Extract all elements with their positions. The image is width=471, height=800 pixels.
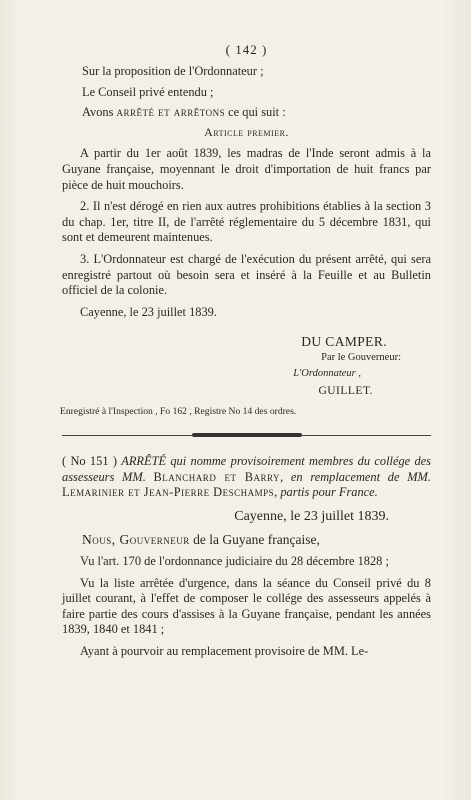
decree-title-3: , partis pour France. xyxy=(274,485,378,500)
intro-line-3-smallcaps: arrêté et arrêtons xyxy=(116,105,226,120)
paragraph-1: A partir du 1er août 1839, les madras de l'Inde seront admis à la Guyane française, moyennant le droit d'importation de huit francs par pièce de huit mouchoirs. xyxy=(62,146,431,192)
signature-guillet: GUILLET. xyxy=(318,384,373,397)
page-number: ( 142 ) xyxy=(225,42,268,57)
nous-rest: de la Guyane française, xyxy=(189,532,320,548)
intro-line-1: Sur la proposition de l'Ordonnateur ; xyxy=(82,64,264,78)
vu-paragraph-1: Vu l'art. 170 de l'ordonnance judiciaire du 28 décembre 1828 ; xyxy=(80,554,389,569)
decree-number: ( No 151 ) xyxy=(62,454,122,469)
decree-date: Cayenne, le 23 juillet 1839. xyxy=(234,508,389,524)
intro-line-3-post: ce qui suit : xyxy=(225,105,286,120)
registration-note: Enregistré à l'Inspection , Fo 162 , Registre No 14 des ordres. xyxy=(60,405,297,417)
signature-ordonnateur: L'Ordonnateur , xyxy=(293,367,361,379)
paragraph-2: 2. Il n'est dérogé en rien aux autres prohibitions établies à la section 3 du chap. 1er, titre II, de l'arrêté réglementaire du 5 décembre 1831, qui sont et demeurent maintenues. xyxy=(62,199,431,245)
intro-line-3-pre: Avons xyxy=(82,105,117,120)
paragraph-date: Cayenne, le 23 juillet 1839. xyxy=(80,304,217,319)
article-title: Article premier. xyxy=(204,124,289,139)
signature-par: Par le Gouverneur: xyxy=(321,351,401,363)
nous-line xyxy=(82,532,431,548)
decree-names-1: Blanchard et Barry xyxy=(153,469,281,484)
paragraph-3: 3. L'Ordonnateur est chargé de l'exécution du présent arrêté, qui sera enregistré partout où besoin sera et inséré à la Feuille et au Bulletin officiel de la colonie. xyxy=(62,251,431,298)
decree-title-2: , en remplacement de MM. xyxy=(280,469,431,484)
section-divider xyxy=(62,431,431,440)
intro-line-3 xyxy=(82,105,431,121)
intro-line-2: Le Conseil privé entendu ; xyxy=(82,84,214,99)
vu-paragraph-3: Ayant à pourvoir au remplacement provisoire de MM. Le- xyxy=(80,644,369,659)
nous-smallcaps: Nous, Gouverneur xyxy=(82,532,190,548)
vu-paragraph-2: Vu la liste arrêtée d'urgence, dans la séance du Conseil privé du 8 juillet courant, à l'effet de composer le collége des assesseurs appelés à faire partie des cours d'assises à la Guyane française, pendant les années 1839, 1840 et 1841 ; xyxy=(62,575,431,637)
signature-name: DU CAMPER. xyxy=(301,334,387,350)
decree-heading xyxy=(62,454,431,501)
decree-title: ARRÊTÉ qui nomme provisoirement membres du collége des assesseurs MM. xyxy=(62,454,431,484)
decree-names-2: Lemarinier et Jean-Pierre Deschamps xyxy=(62,485,275,500)
